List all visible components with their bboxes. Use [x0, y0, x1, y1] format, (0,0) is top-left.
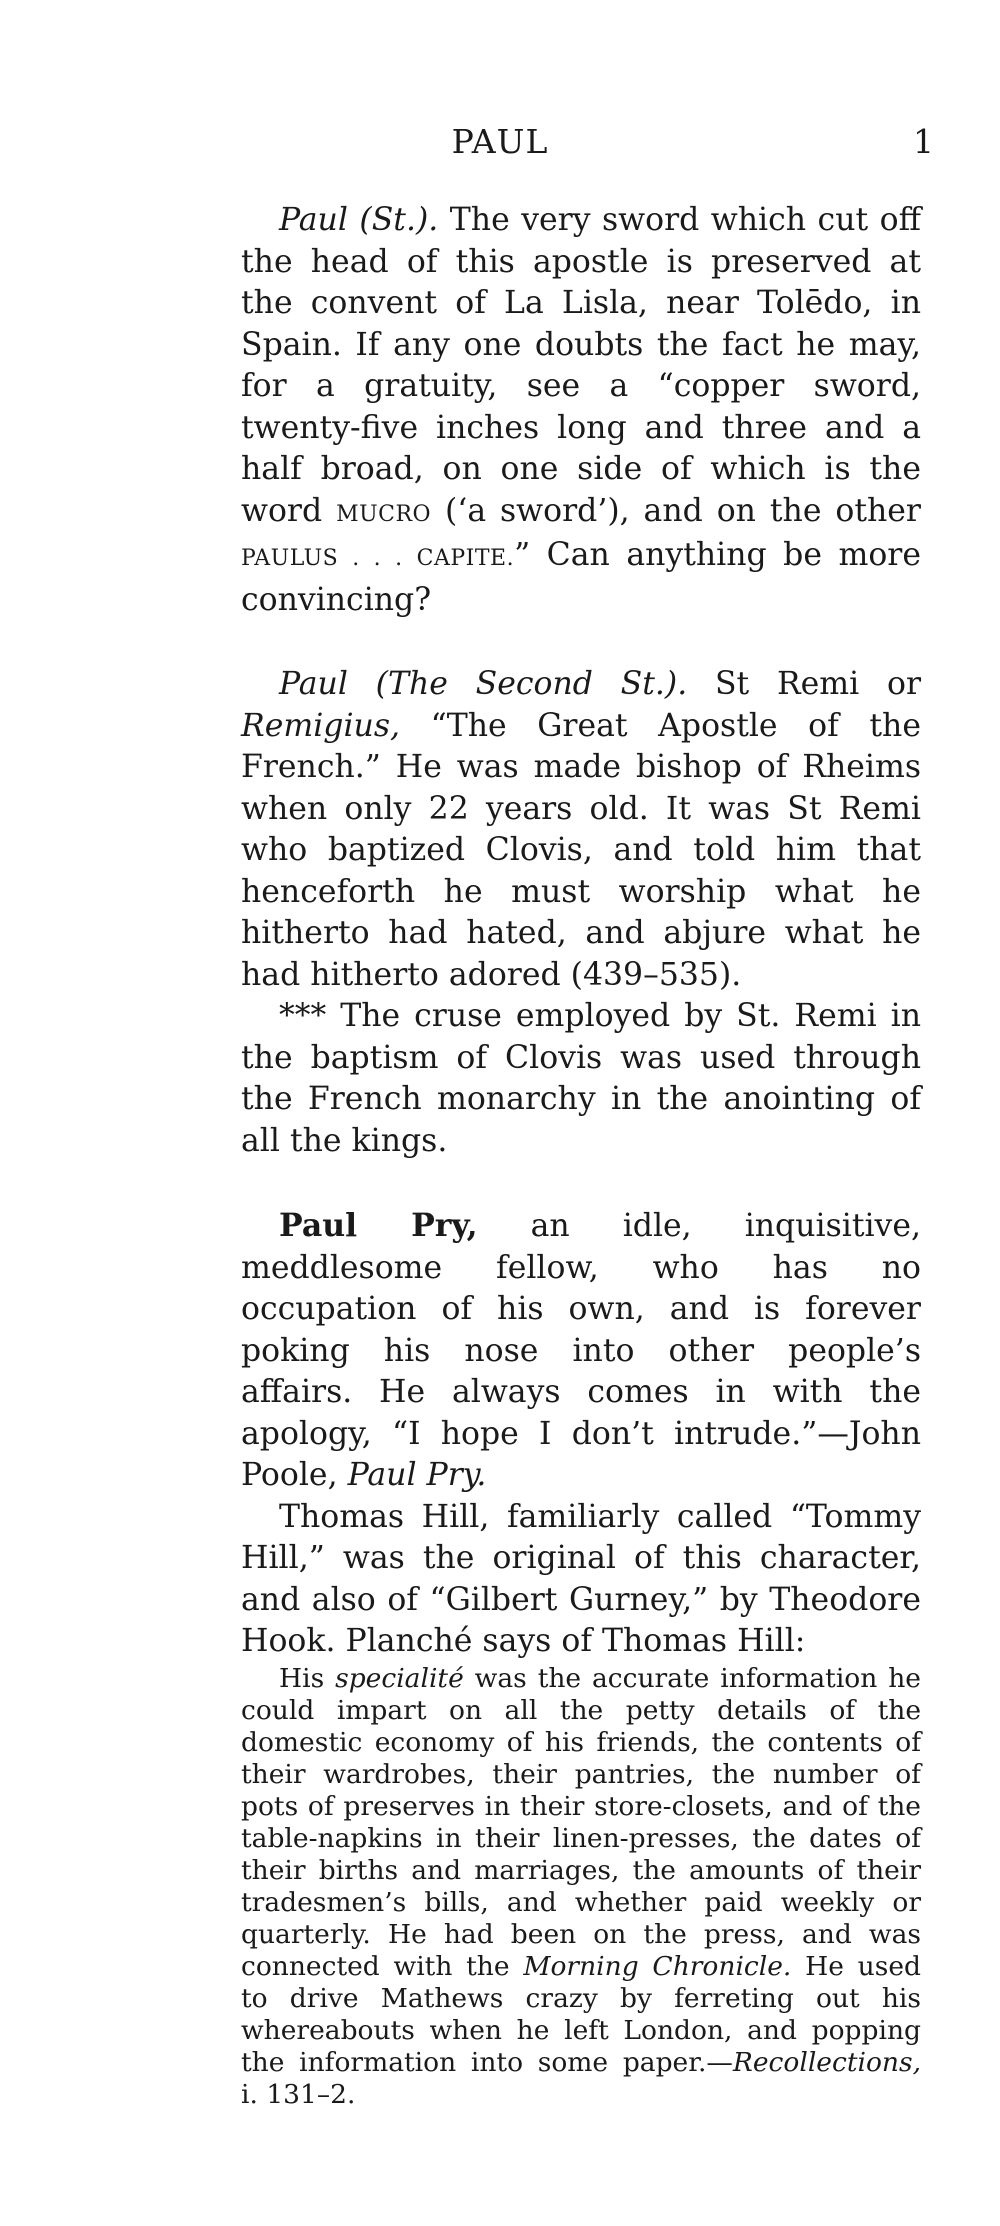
entry-text: The very sword which cut off the head of this apostle is preserved at the convent of La Lisla, near Tolēdo, in Spain. If any one doubts the fact he may, for a gratuity, see a “copper sword, twenty-five inches long and three and a half broad, on one side of which is the word	[241, 202, 921, 529]
entry-italic: Paul Pry.	[347, 1457, 487, 1493]
quote-text: His	[279, 1662, 336, 1694]
entry-paragraph	[241, 1205, 921, 1497]
entry-heading-paren: (The Second St.).	[375, 666, 688, 702]
entry-paragraph	[241, 664, 921, 996]
entry-note: *** The cruse employed by St. Remi in the baptism of Clovis was used through the French monarchy in the anointing of all the kings.	[241, 998, 921, 1159]
entry-text: ” Can anything be more convincing?	[241, 537, 921, 618]
entry-text: “The Great Apostle of the French.” He was made bishop of Rheims when only 22 years old. It was St Remi who baptized Clovis, and told him that henceforth he must worship what he hitherto had hated, and abjure what he had hitherto adored (439–535).	[241, 707, 921, 993]
entry-text: an idle, inquisitive, meddlesome fellow, who has no occupation of his own, and is forever poking his nose into other people’s affairs. He always comes in with the apology, “I hope I don’t intrude.”—John Poole,	[241, 1208, 922, 1493]
entry-paragraph	[241, 200, 921, 621]
entry-paul-pry	[241, 1205, 921, 2111]
entry-heading: Paul	[279, 666, 348, 702]
quote-italic: Morning Chronicle.	[523, 1950, 792, 1982]
running-head: PAUL	[451, 122, 549, 161]
smallcaps-phrase: PAULUS . . . CAPITE.	[241, 546, 515, 571]
quote-italic: Recollections,	[732, 2046, 921, 2078]
smallcaps-word: MUCRO	[336, 501, 432, 527]
entry-paul-second-st	[241, 664, 921, 1162]
block-quote	[241, 1663, 921, 2111]
entry-paul-st	[241, 200, 921, 621]
quote-text: He used to drive Mathews crazy by ferreting out his whereabouts when he left London, and popping the information into some paper.—	[241, 1950, 921, 2078]
page-number: 1	[913, 122, 934, 161]
entry-text: St Remi or	[714, 666, 922, 702]
entry-paragraph-2: Thomas Hill, familiarly called “Tommy Hill,” was the original of this character, and also of “Gilbert Gurney,” by Theodore Hook. Planché says of Thomas Hill:	[241, 1498, 921, 1659]
entry-heading: Paul	[279, 202, 348, 238]
entry-heading: Paul Pry,	[279, 1207, 478, 1244]
quote-text: i. 131–2.	[241, 2078, 356, 2110]
page-header	[0, 122, 1000, 172]
entry-text: (‘a sword’), and on the other	[431, 492, 921, 529]
entry-italic: Remigius,	[241, 707, 401, 744]
quote-text: was the accurate information he could impart on all the petty details of the domestic economy of his friends, the contents of their wardrobes, their pantries, the number of pots of preserves in their store-closets, and of the table-napkins in their linen-presses, the dates of their births and marriages, the amounts of their tradesmen’s bills, and whether paid weekly or quarterly. He had been on the press, and was connected with the	[241, 1662, 921, 1982]
quote-italic: specialité	[335, 1662, 464, 1694]
text-column	[241, 200, 921, 2154]
entry-heading-paren: (St.).	[359, 202, 439, 238]
